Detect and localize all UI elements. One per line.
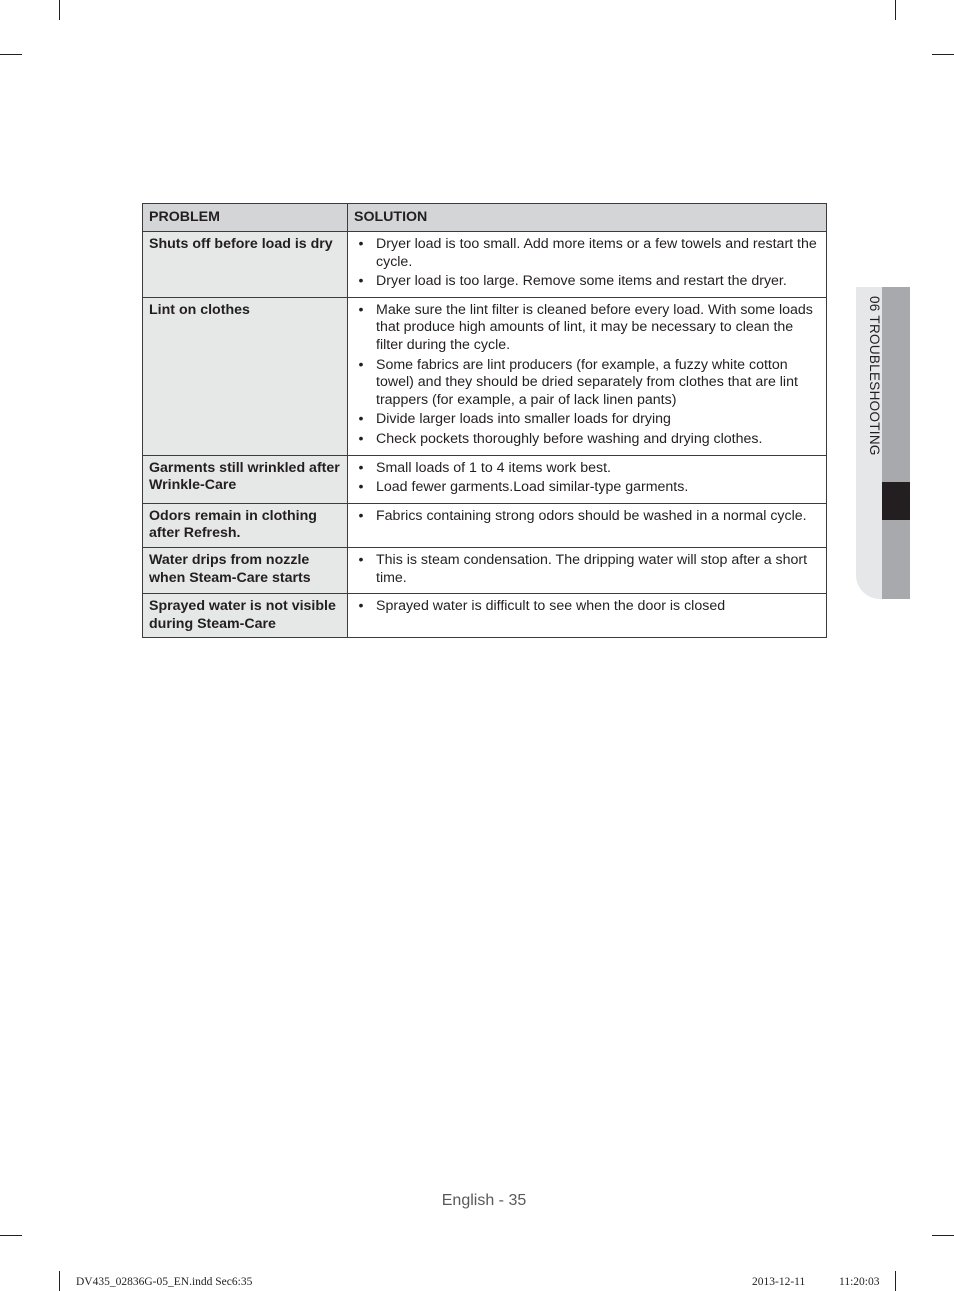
- bullet-icon: •: [358, 411, 364, 428]
- print-slug-date: 2013-12-11: [752, 1276, 806, 1288]
- crop-mark: [932, 1235, 954, 1236]
- crop-mark: [59, 0, 60, 20]
- page-number: English - 35: [441, 1192, 527, 1209]
- crop-mark: [0, 1235, 22, 1236]
- solution-cell: [348, 455, 827, 503]
- bullet-icon: •: [358, 356, 364, 373]
- solution-item: • Dryer load is too small. Add more items or a few towels and restart the cycle.: [354, 236, 818, 271]
- table-row: [143, 297, 827, 455]
- solution-cell: [348, 503, 827, 547]
- solution-item: • Divide larger loads into smaller loads for drying: [354, 411, 818, 429]
- solution-item: • Sprayed water is difficult to see when the door is closed: [354, 598, 818, 616]
- crop-mark: [59, 1271, 60, 1291]
- solution-item: • Dryer load is too large. Remove some items and restart the dryer.: [354, 273, 818, 291]
- solution-item: • This is steam condensation. The dripping water will stop after a short time.: [354, 552, 818, 587]
- solution-item: • Load fewer garments.Load similar-type garments.: [354, 479, 818, 497]
- bullet-icon: •: [358, 551, 364, 568]
- table-row: [143, 232, 827, 298]
- table-row: [143, 594, 827, 638]
- table-row: [143, 503, 827, 547]
- solution-cell: [348, 232, 827, 298]
- solution-item: • Small loads of 1 to 4 items work best.: [354, 460, 818, 478]
- problem-cell: Sprayed water is not visible during Steam-Care: [143, 594, 348, 638]
- solution-cell: [348, 547, 827, 593]
- problem-cell: Water drips from nozzle when Steam-Care starts: [143, 547, 348, 593]
- solution-cell: [348, 297, 827, 455]
- solution-cell: [348, 594, 827, 638]
- problem-cell: Garments still wrinkled after Wrinkle-Care: [143, 455, 348, 503]
- table-row: [143, 455, 827, 503]
- bullet-icon: •: [358, 236, 364, 252]
- solution-item: • Some fabrics are lint producers (for example, a fuzzy white cotton towel) and they should be dried separately from clothes that are lint trappers (for example, a pair of lack linen pants): [354, 357, 818, 410]
- crop-mark: [0, 54, 22, 55]
- table-row: [143, 547, 827, 593]
- crop-mark: [895, 1271, 896, 1291]
- troubleshooting-table: [142, 203, 827, 638]
- column-header-solution: SOLUTION: [348, 204, 827, 232]
- bullet-icon: •: [358, 459, 364, 476]
- solution-item: • Fabrics containing strong odors should be washed in a normal cycle.: [354, 508, 818, 526]
- bullet-icon: •: [358, 430, 364, 447]
- chapter-tab-label: 06 TROUBLESHOOTING: [867, 296, 882, 456]
- problem-cell: Shuts off before load is dry: [143, 232, 348, 298]
- problem-cell: Odors remain in clothing after Refresh.: [143, 503, 348, 547]
- bullet-icon: •: [358, 273, 364, 290]
- bullet-icon: •: [358, 479, 364, 496]
- print-slug-file: DV435_02836G-05_EN.indd Sec6:35: [76, 1276, 253, 1288]
- solution-item: • Check pockets thoroughly before washing and drying clothes.: [354, 431, 818, 449]
- bullet-icon: •: [358, 301, 364, 318]
- print-slug-time: 11:20:03: [839, 1276, 880, 1288]
- crop-mark: [895, 0, 896, 20]
- crop-mark: [932, 54, 954, 55]
- column-header-problem: PROBLEM: [143, 204, 348, 232]
- chapter-tab-strip: [882, 287, 910, 599]
- table-header-row: [143, 204, 827, 232]
- bullet-icon: •: [358, 598, 364, 615]
- bullet-icon: •: [358, 507, 364, 524]
- solution-item: • Make sure the lint filter is cleaned before every load. With some loads that produce high amounts of lint, it may be necessary to clean the filter during the cycle.: [354, 302, 818, 355]
- problem-cell: Lint on clothes: [143, 297, 348, 455]
- chapter-tab-marker: [882, 482, 910, 520]
